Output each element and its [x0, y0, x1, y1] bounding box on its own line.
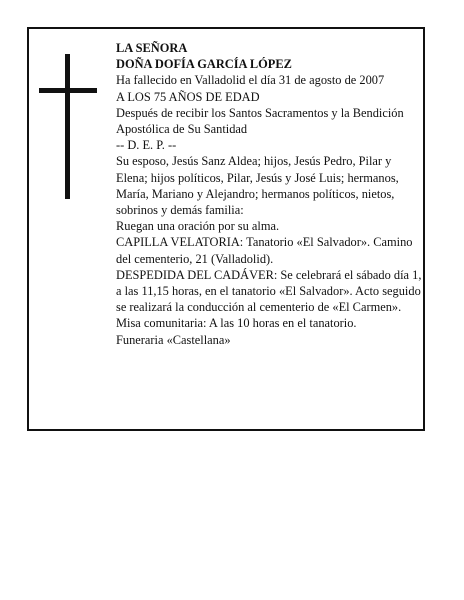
obituary-notice — [27, 27, 425, 431]
chapel-info: CAPILLA VELATORIA: Tanatorio «El Salvador». Camino del cementerio, 21 (Valladolid). — [116, 235, 413, 266]
prayer-request: Ruegan una oración por su alma. — [116, 219, 280, 234]
rip-line: -- D. E. P. -- — [116, 138, 177, 153]
sacraments-statement: Después de recibir los Santos Sacramentos y la Bendición Apostólica de Su Santidad — [116, 105, 404, 137]
cross-vertical-bar — [65, 54, 70, 199]
title-line-1: LA SEÑORA — [116, 41, 188, 55]
funeral-home: Funeraria «Castellana» — [116, 332, 231, 347]
notice-text — [116, 40, 422, 348]
cross-icon — [37, 54, 97, 199]
deceased-name: DOÑA DOFÍA GARCÍA LÓPEZ — [116, 57, 292, 72]
farewell-info: DESPEDIDA DEL CADÁVER: Se celebrará el sábado día 1, a las 11,15 horas, en el tanatorio «El Salvador». Acto seguido se realizará la conducción al cementerio de «El Carmen». Misa comunitaria: A las 10 horas en el tanatorio. — [116, 267, 422, 331]
family-list: Su esposo, Jesús Sanz Aldea; hijos, Jesús Pedro, Pilar y Elena; hijos políticos, Pilar, Jesús y José Luis; hermanos, María, Mariano y Alejandro; hermanos políticos, nietos, sobrinos y demás familia: — [116, 154, 399, 218]
cross-horizontal-bar — [39, 88, 97, 93]
age-statement: A LOS 75 AÑOS DE EDAD — [116, 89, 260, 104]
death-statement: Ha fallecido en Valladolid el día 31 de agosto de 2007 — [116, 73, 385, 88]
